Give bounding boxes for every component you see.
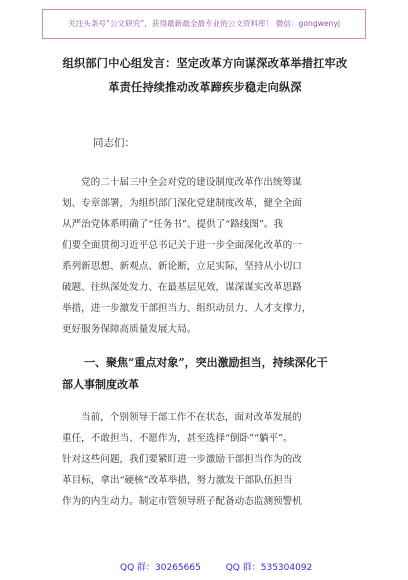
paragraph-line: 革目标，拿出“硬核”改革举措，努力激发干部队伍担当 xyxy=(62,475,293,486)
document-title-line-1: 组织部门中心组发言：坚定改革方向谋深改革举措扛牢改 xyxy=(62,56,348,70)
paragraph-line: 从严治党体系明确了“任务书”、提供了“路线图”。我 xyxy=(62,219,284,230)
paragraph-line: 破题、往纵深处发力、在最基层见效，谋深谋实改革思路 xyxy=(62,282,302,293)
document-title-line-2: 革责任持续推动改革蹄疾步稳走向纵深 xyxy=(108,80,302,94)
footer-contact xyxy=(120,560,334,573)
paragraph-line: 当前，个别领导干部工作不在状态，面对改革发展的 xyxy=(81,412,302,423)
qq-group-2: QQ 群：535304092 xyxy=(225,563,313,573)
paragraph-line: 们要全面贯彻习近平总书记关于进一步全面深化改革的一 xyxy=(62,240,302,251)
paragraph-line: 更好服务保障高质量发展大局。 xyxy=(62,324,197,335)
paragraph-line: 党的二十届三中全会对党的建设制度改革作出统筹谋 xyxy=(81,177,302,188)
qq-group-1: QQ 群：30265665 xyxy=(120,563,201,573)
paragraph-line: 举措，进一步激发干部担当力、组织动员力、人才支撑力， xyxy=(62,303,312,314)
section-heading-line: 部人事制度改革 xyxy=(62,378,139,391)
greeting: 同志们： xyxy=(93,137,135,149)
section-heading-line: 一、聚焦“重点对象”，突出激励担当，持续深化干 xyxy=(84,356,328,369)
paragraph-line: 系列新思想、新观点、新论断，立足实际，坚持从小切口 xyxy=(62,261,302,272)
paragraph-1 xyxy=(62,172,352,340)
paragraph-line: 重任，不敢担当、不愿作为，甚至选择“倒卧”“躺平”。 xyxy=(62,433,293,444)
header-banner: 关注头条号“公文研究”，获得最新最全最专业的公文资料库！ 微信：gongwenyj xyxy=(42,9,366,39)
paragraph-line: 划、专章部署，为组织部门深化党建制度改革，健全全面 xyxy=(62,198,302,209)
paragraph-line: 针对这些问题，我们要紧盯进一步激励干部担当作为的改 xyxy=(62,454,302,465)
section-heading xyxy=(62,352,352,396)
paragraph-line: 作为的内生动力。制定市管领导班子配备动态监测预警机 xyxy=(62,496,302,507)
paragraph-2 xyxy=(62,407,352,512)
